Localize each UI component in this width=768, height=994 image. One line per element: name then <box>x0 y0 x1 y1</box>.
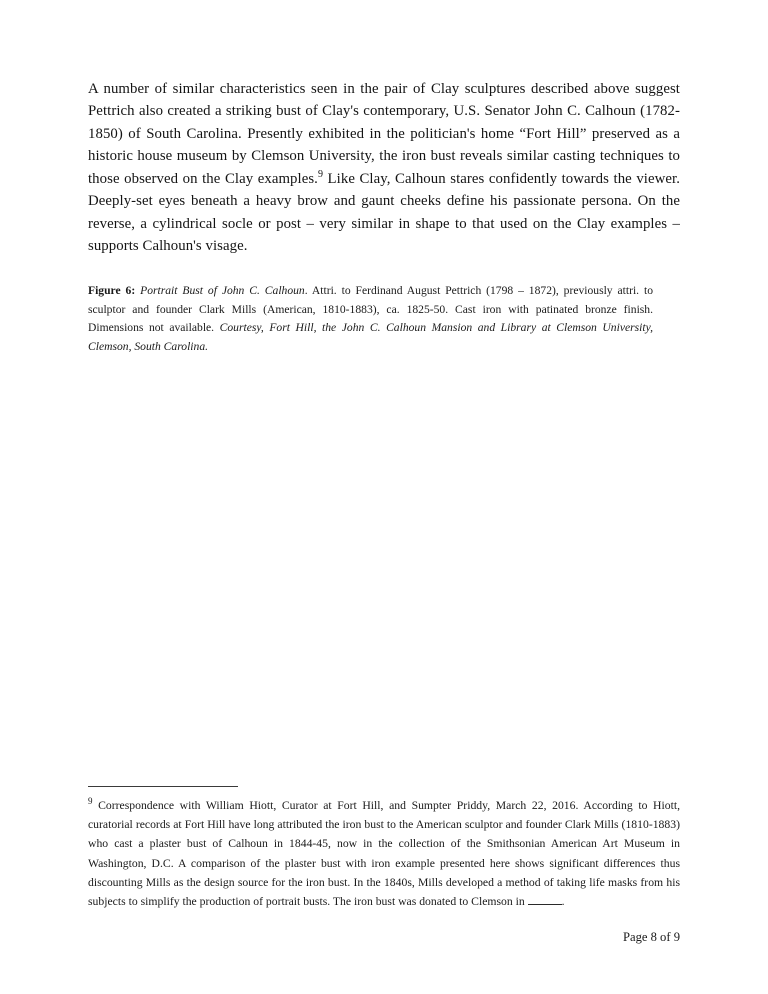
figure-caption-title: Portrait Bust of John C. Calhoun <box>140 283 305 297</box>
footnote-separator-rule <box>88 786 238 787</box>
footnote-blank-line <box>528 894 562 905</box>
empty-page-region <box>88 357 680 777</box>
footnote-area <box>88 786 680 911</box>
footnote-reference-marker: 9 <box>317 169 324 181</box>
paragraph-text-part-1: A number of similar characteristics seen in the pair of Clay sculptures described above suggest Pettrich also created a striking bust of Clay's contemporary, U.S. Senator John C. Calhoun (1782-1850) of South Carolina. Presently exhibited in the politician's home “Fort Hill” preserved as a historic house museum by Clemson University, the iron bust reveals similar casting techniques to those observed on the Clay examples. <box>88 81 680 187</box>
footnote-body-text: Correspondence with William Hiott, Curator at Fort Hill, and Sumpter Priddy, March 22, 2016. According to Hiott, curatorial records at Fort Hill have long attributed the iron bust to the American sculptor and founder Clark Mills (1810-1883) who cast a plaster bust of Calhoun in 1844-45, now in the collection of the Smithsonian American Art Museum in Washington, D.C. A comparison of the plaster bust with iron example presented here shows significant differences thus discounting Mills as the design source for the iron bust. In the 1840s, Mills developed a method of taking life masks from his subjects to simplify the production of portrait busts. The iron bust was donated to Clemson in <box>88 799 680 908</box>
main-body-paragraph <box>88 78 680 258</box>
figure-caption-body: . Attri. to Ferdinand August Pettrich (1798 – 1872), previously attri. to sculptor and founder Clark Mills (American, 1810-1883), ca. 1825-50. Cast iron with patinated bronze finish. Dimensions not available. <box>88 283 653 335</box>
footnote-number: 9 <box>88 796 93 807</box>
footnote-entry <box>88 796 680 911</box>
paragraph-text-part-2: Like Clay, Calhoun stares confidently towards the viewer. Deeply-set eyes beneath a heavy brow and gaunt cheeks define his passionate persona. On the reverse, a cylindrical socle or post – very similar in shape to that used on the Clay examples – supports Calhoun's visage. <box>88 170 680 255</box>
figure-caption <box>88 282 653 357</box>
footnote-body-text-end: . <box>561 894 565 908</box>
page-number: Page 8 of 9 <box>622 930 680 944</box>
figure-caption-credit: Courtesy, Fort Hill, the John C. Calhoun Mansion and Library at Clemson University, Clemson, South Carolina. <box>88 321 653 354</box>
figure-caption-label: Figure 6: <box>88 283 136 297</box>
